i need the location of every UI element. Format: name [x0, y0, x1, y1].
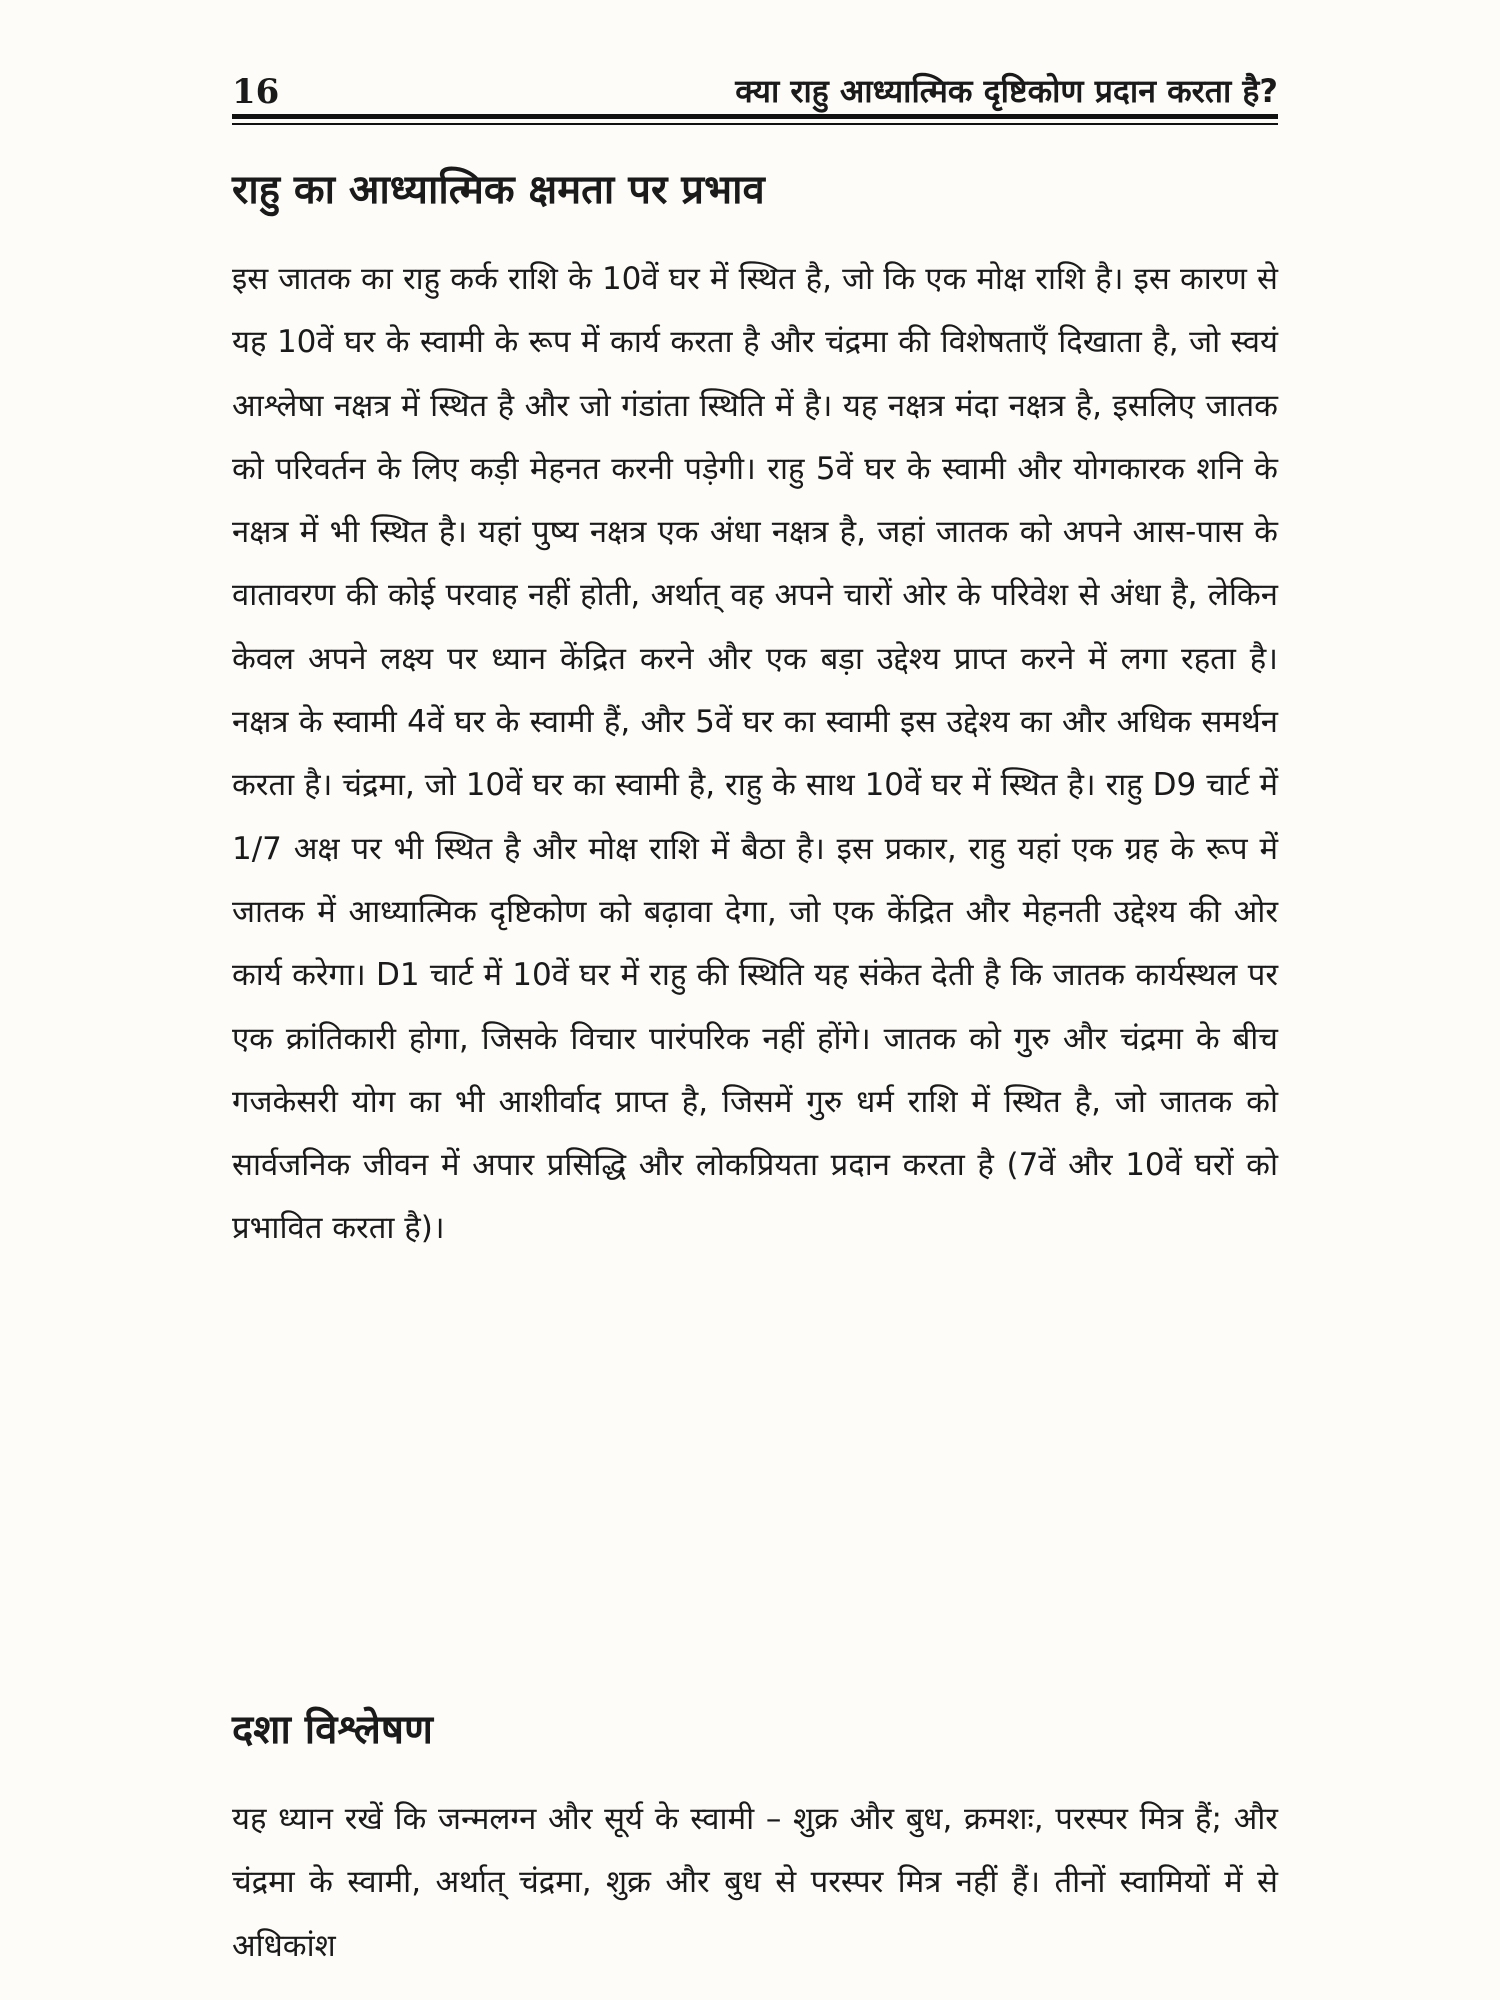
section-heading-rahu-spiritual: राहु का आध्यात्मिक क्षमता पर प्रभाव: [232, 167, 765, 213]
running-header: [232, 58, 1278, 112]
page-number: 16: [232, 72, 280, 112]
section-heading-dasha-analysis: दशा विश्लेषण: [232, 1707, 433, 1753]
section-paragraph-rahu-spiritual: इस जातक का राहु कर्क राशि के 10वें घर में स्थित है, जो कि एक मोक्ष राशि है। इस कारण से यह 10वें घर के स्वामी के रूप में कार्य करता है और चंद्रमा की विशेषताएँ दिखाता है, जो स्वयं आश्लेषा नक्षत्र में स्थित है और जो गंडांता स्थिति में है। यह नक्षत्र मंदा नक्षत्र है, इसलिए जातक को परिवर्तन के लिए कड़ी मेहनत करनी पड़ेगी। राहु 5वें घर के स्वामी और योगकारक शनि के नक्षत्र में भी स्थित है। यहां पुष्य नक्षत्र एक अंधा नक्षत्र है, जहां जातक को अपने आस-पास के वातावरण की कोई परवाह नहीं होती, अर्थात् वह अपने चारों ओर के परिवेश से अंधा है, लेकिन केवल अपने लक्ष्य पर ध्यान केंद्रित करने और एक बड़ा उद्देश्य प्राप्त करने में लगा रहता है। नक्षत्र के स्वामी 4वें घर के स्वामी हैं, और 5वें घर का स्वामी इस उद्देश्य का और अधिक समर्थन करता है। चंद्रमा, जो 10वें घर का स्वामी है, राहु के साथ 10वें घर में स्थित है। राहु D9 चार्ट में 1/7 अक्ष पर भी स्थित है और मोक्ष राशि में बैठा है। इस प्रकार, राहु यहां एक ग्रह के रूप में जातक में आध्यात्मिक दृष्टिकोण को बढ़ावा देगा, जो एक केंद्रित और मेहनती उद्देश्य की ओर कार्य करेगा। D1 चार्ट में 10वें घर में राहु की स्थिति यह संकेत देती है कि जातक कार्यस्थल पर एक क्रांतिकारी होगा, जिसके विचार पारंपरिक नहीं होंगे। जातक को गुरु और चंद्रमा के बीच गजकेसरी योग का भी आशीर्वाद प्राप्त है, जिसमें गुरु धर्म राशि में स्थित है, जो जातक को सार्वजनिक जीवन में अपार प्रसिद्धि और लोकप्रियता प्रदान करता है (7वें और 10वें घरों को प्रभावित करता है)।: [232, 261, 1278, 1247]
section-paragraph-dasha-analysis: यह ध्यान रखें कि जन्मलग्न और सूर्य के स्वामी – शुक्र और बुध, क्रमशः, परस्पर मित्र हैं; और चंद्रमा के स्वामी, अर्थात् चंद्रमा, शुक्र और बुध से परस्पर मित्र नहीं हैं। तीनों स्वामियों में से अधिकांश: [232, 1801, 1278, 1964]
header-rule: [232, 114, 1278, 119]
header-rule-thin: [232, 123, 1278, 125]
running-title: क्या राहु आध्यात्मिक दृष्टिकोण प्रदान करता है?: [735, 72, 1278, 110]
